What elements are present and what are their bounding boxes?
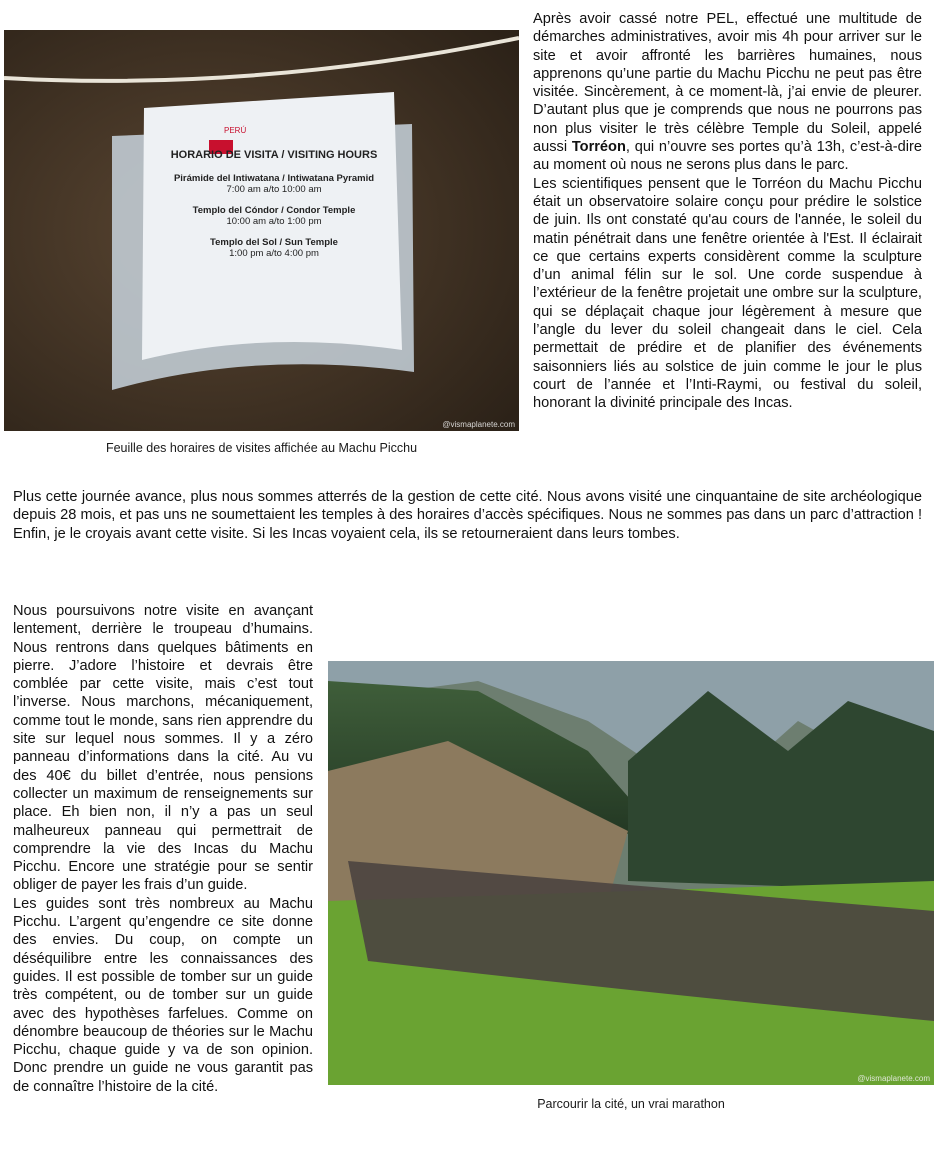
sign-hours: 7:00 am a/to 10:00 am — [226, 184, 322, 195]
text-run: , qui n’ouvre ses portes qu’à 13h, c’est-à-dire au moment où nous ne serons plus dans le parc. — [533, 139, 922, 174]
middle-text — [13, 488, 922, 543]
bold-term: Torréon — [571, 139, 626, 156]
paragraph: Plus cette journée avance, plus nous sommes atterrés de la gestion de cette cité. Nous avons visité une cinquantaine de site archéologique depuis 28 mois, et pas uns ne soumettaient les temples à des horaires d’accès spécifiques. Nous ne sommes pas dans un parc d’attraction ! Enfin, je le croyais avant cette visite. Si les Incas voyaient cela, ils se retourneraient dans leurs tombes. — [13, 489, 922, 542]
sign-hours: 1:00 pm a/to 4:00 pm — [229, 248, 319, 259]
paragraph — [533, 10, 922, 175]
sign-heading: HORARIO DE VISITA / VISITING HOURS — [170, 149, 378, 161]
right-text-column — [533, 10, 922, 413]
photo-watermark: @vismaplanete.com — [442, 420, 515, 429]
sign-site: Templo del Cóndor / Condor Temple — [192, 205, 356, 216]
sign-hours: 10:00 am a/to 1:00 pm — [226, 216, 322, 227]
paragraph: Les scientifiques pensent que le Torréon du Machu Picchu était un observatoire solaire conçu pour prédire le solstice de juin. Ils ont constaté qu'au cours de l'année, le soleil du matin pénétrait dans une fenêtre orientée à l'Est. Il éclairait ce que certains experts considèrent comme la sculpture d’un animal félin sur le sol. Une corde suspendue à l’extérieur de la fenêtre projetait une ombre sur la sculpture, qui se déplaçait chaque jour légèrement à mesure que l’angle du lever du soleil changeait dans le ciel. Cela permettait de prédire et de planifier des événements saisonniers liés au solstice de juin comme le jour le plus court de l’année et l’Inti-Raymi, ou festival du soleil, honorant la divinité principale des Incas. — [533, 175, 922, 412]
photo-caption: Parcourir la cité, un vrai marathon — [537, 1097, 725, 1111]
photo-visiting-hours-sign — [4, 30, 519, 431]
sign-entry-1 — [154, 173, 394, 195]
sign-text — [154, 126, 394, 259]
sign-entry-3 — [154, 237, 394, 259]
paragraph: Les guides sont très nombreux au Machu Picchu. L’argent qu’engendre ce site donne des envies. Du coup, on compte un déséquilibre entre les connaissances des guides. Il est possible de tomber sur un guide très compétent, ou de tomber sur un guide avec des hypothèses farfelues. Comme on dénombre beaucoup de théories sur le Machu Picchu, chaque guide y va de son opinion. Donc prendre un guide ne vous garantit pas de connaître l’histoire de la cité. — [13, 895, 313, 1095]
sign-entry-2 — [154, 205, 394, 227]
photo-watermark: @vismaplanete.com — [857, 1074, 930, 1083]
paragraph: Nous poursuivons notre visite en avançant lentement, derrière le troupeau d’humains. Nous rentrons dans quelques bâtiments en pierre. J’adore l’histoire et devrais être comblée par cette visite, mais c’est tout l’inverse. Nous marchons, mécaniquement, comme tout le monde, sans rien apprendre du site sur lequel nous sommes. Il y a zéro panneau d’informations dans la cité. Au vu des 40€ du billet d’entrée, nous pensions collecter un maximum de renseignements sur place. Eh bien non, il n’y a pas un seul malheureux panneau qui permettrait de comprendre la vie des Incas du Machu Picchu. Encore une stratégie pour se sentir obliger de payer les frais d’un guide. — [13, 603, 313, 894]
text-run: Après avoir cassé notre PEL, effectué une multitude de démarches administratives, avoir mis 4h pour arriver sur le site et avoir affronté les barrières humaines, nous apprenons qu’une partie du Machu Picchu ne peut pas être visitée. Sincèrement, à ce moment-là, j’ai envie de pleurer. D’autant plus que je comprends que nous ne pourrons pas non plus visiter le très célèbre Temple du Soleil, appelé aussi — [533, 11, 922, 156]
sign-brand: PERÚ — [224, 126, 247, 135]
sign-site: Templo del Sol / Sun Temple — [210, 237, 338, 248]
photo-caption: Feuille des horaires de visites affichée au Machu Picchu — [105, 441, 418, 455]
left-text-column — [13, 602, 313, 1096]
photo-machu-picchu-crowd — [328, 661, 934, 1085]
sign-site: Pirámide del Intiwatana / Intiwatana Pyramid — [173, 173, 375, 184]
